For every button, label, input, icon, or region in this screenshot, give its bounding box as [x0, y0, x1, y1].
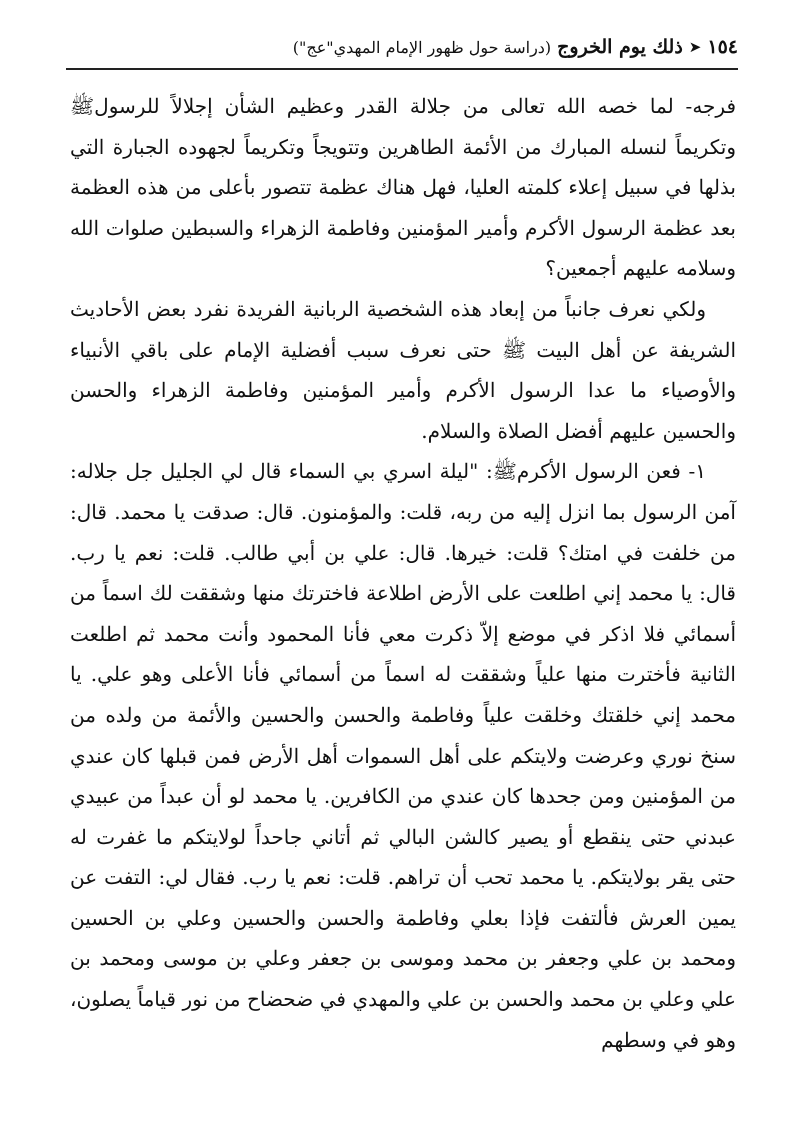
- book-subtitle: (دراسة حول ظهور الإمام المهدي"عج"): [292, 37, 552, 57]
- body-text: [70, 86, 736, 1060]
- header-divider: [66, 68, 738, 70]
- paragraph-2: ولكي نعرف جانباً من إبعاد هذه الشخصية الربانية الفريدة نفرد بعض الأحاديث الشريفة عن أهل البيت ﷺ حتى نعرف سبب أفضلية الإمام على باقي الأنبياء والأوصياء ما عدا الرسول الأكرم وأمير المؤمنين وفاطمة الزهراء والحسن والحسين عليهم أفضل الصلاة والسلام.: [70, 296, 736, 443]
- paragraph-3-hadith: ١- فعن الرسول الأكرمﷺ: "ليلة اسري بي السماء قال لي الجليل جل جلاله: آمن الرسول بما انزل إليه من ربه، قلت: والمؤمنون. قال: صدقت يا محمد. قال: من خلفت في امتك؟ قلت: خيرها. قال: علي بن أبي طالب. قلت: نعم يا رب. قال: يا محمد إني اطلعت على الأرض اطلاعة فاخترتك منها وشققت لك اسماً من أسمائي فلا اذكر في موضع إلاّ ذكرت معي فأنا المحمود وأنت محمد ثم اطلعت الثانية فأخترت منها علياً وشققت له اسماً من أسمائي فأنا الأعلى وهو علي. يا محمد إني خلقتك وخلقت علياً وفاطمة والحسن والحسين والأئمة من ولده من سنخ نوري وعرضت ولايتكم على أهل السموات أهل الأرض فمن قبلها كان عندي من المؤمنين ومن جحدها كان عندي من الكافرين. يا محمد لو أن عبداً من عبيدي عبدني حتى ينقطع أو يصير كالشن البالي ثم أتاني جاحداً لولايتكم ما غفرت له حتى يقر بولايتكم. يا محمد تحب أن تراهم. قلت: نعم يا رب. فقال لي: التفت عن يمين العرش فألتفت فإذا بعلي وفاطمة والحسن والحسين وعلي بن الحسين ومحمد بن علي وجعفر بن محمد وموسى بن جعفر وعلي بن موسى ومحمد بن علي وعلي بن محمد والحسن بن علي والمهدي في ضحضاح من نور قياماً يصلون، وهو في وسطهم: [70, 459, 736, 1052]
- arrow-ornament-icon: ➤: [688, 38, 702, 56]
- running-header: [66, 30, 738, 64]
- page-number: ١٥٤: [707, 36, 738, 58]
- book-title: ذلك يوم الخروج: [557, 36, 683, 58]
- paragraph-1: فرجه- لما خصه الله تعالى من جلالة القدر وعظيم الشأن إجلالاً للرسولﷺ وتكريماً لنسله المبارك من الأئمة الطاهرين وتتويجاً وتكريماً لجهوده الجبارة التي بذلها في سبيل إعلاء كلمته العليا، فهل هناك عظمة تتصور بأعلى من هذه العظمة بعد عظمة الرسول الأكرم وأمير المؤمنين وفاطمة الزهراء والسبطين صلوات الله وسلامه عليهم أجمعين؟: [70, 94, 736, 281]
